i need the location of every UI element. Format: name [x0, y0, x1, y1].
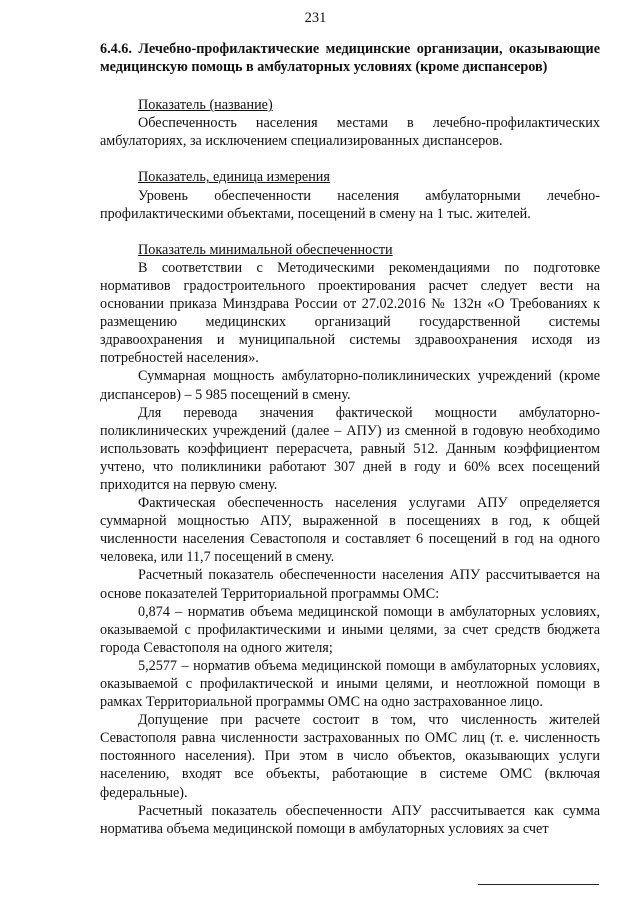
paragraph: Уровень обеспеченности населения амбулаторными лечебно-профилактическими объектами, посещений в смену на 1 тыс. жителей.	[100, 187, 600, 222]
paragraph: 5,2577 – норматив объема медицинской помощи в амбулаторных условиях, оказываемой с профилактической и иными целями, и неотложной помощи в рамках Территориальной программы ОМС на одно застрахованное лицо.	[100, 657, 600, 711]
section-label: Показатель, единица измерения	[138, 169, 330, 186]
paragraph: 0,874 – норматив объема медицинской помощи в амбулаторных условиях, оказываемой с профилактическими и иными целями, за счет средств бюджета города Севастополя на одного жителя;	[100, 603, 600, 656]
section-label: Показатель минимальной обеспеченности	[138, 241, 393, 258]
footer-rule	[478, 884, 599, 885]
section-label: Показатель (название)	[138, 97, 273, 114]
paragraph: Расчетный показатель обеспеченности населения АПУ рассчитывается на основе показателей Территориальной программы ОМС:	[100, 567, 600, 602]
section-indicator-name	[100, 96, 600, 150]
paragraph: Для перевода значения фактической мощности амбулаторно-поликлинических учреждений (далее – АПУ) из сменной в годовую необходимо использовать коэффициент перерасчета, равный 512. Данным коэффициентом учтено, что поликлиники работают 307 дней в году и 60% всех посещений приходится на первую смену.	[100, 404, 600, 493]
section-indicator-unit	[100, 168, 600, 222]
section-heading: 6.4.6. Лечебно-профилактические медицинские организации, оказывающие медицинскую помощь в амбулаторных условиях (кроме диспансеров)	[100, 41, 600, 76]
paragraph: Суммарная мощность амбулаторно-поликлинических учреждений (кроме диспансеров) – 5 985 посещений в смену.	[100, 368, 600, 403]
page-number: 231	[304, 10, 327, 26]
paragraph: В соответствии с Методическими рекомендациями по подготовке нормативов градостроительного проектирования расчет следует вести на основании приказа Минздрава России от 27.02.2016 № 132н «О Требованиях к размещению медицинских организаций государственной системы здравоохранения и муниципальной системы здравоохранения исходя из потребностей населения».	[100, 259, 600, 367]
paragraph: Обеспеченность населения местами в лечебно-профилактических амбулаториях, за исключением специализированных диспансеров.	[100, 115, 600, 150]
paragraph: Допущение при расчете состоит в том, что численность жителей Севастополя равна численности застрахованных по ОМС лиц (т. е. численность постоянного населения). При этом в число объектов, оказывающих услуги населению, входят все объекты, работающие в системе ОМС (включая федеральные).	[100, 712, 600, 801]
paragraph: Расчетный показатель обеспеченности АПУ рассчитывается как сумма норматива объема медицинской помощи в амбулаторных условиях за счет	[100, 802, 600, 837]
paragraph: Фактическая обеспеченность населения услугами АПУ определяется суммарной мощностью АПУ, выраженной в посещениях в год, к общей численности населения Севастополя и составляет 6 посещений в год на одного человека, или 11,7 посещений в смену.	[100, 495, 600, 566]
document-body	[100, 40, 600, 856]
section-minimum-provision	[100, 241, 600, 838]
